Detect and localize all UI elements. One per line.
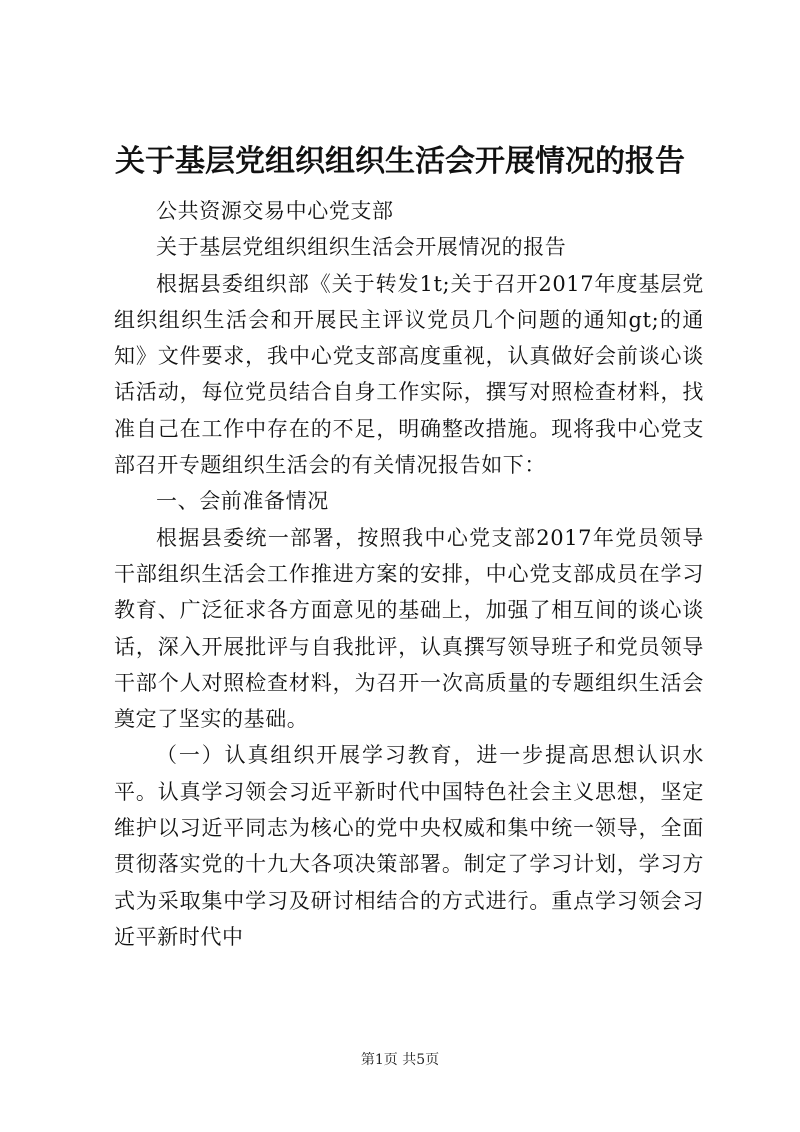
paragraph-organization: 公共资源交易中心党支部 bbox=[156, 199, 394, 223]
paragraph-subtitle: 关于基层党组织组织生活会开展情况的报告 bbox=[156, 235, 567, 260]
section-heading-preparation: 一、会前准备情况 bbox=[156, 489, 329, 514]
document-body bbox=[114, 193, 704, 955]
page-footer: 第1页 共5页 bbox=[360, 1052, 440, 1068]
paragraph-deployment: 根据县委统一部署，按照我中心党支部2017年党员领导干部组织生活会工作推进方案的安排，中心党支部成员在学习教育、广泛征求各方面意见的基础上，加强了相互间的谈心谈话，深入开展批评与自我批评，认真撰写领导班子和党员领导干部个人对照检查材料，为召开一次高质量的专题组织生活会奠定了坚实的基础。 bbox=[114, 525, 704, 732]
paragraph-intro: 根据县委组织部《关于转发1t;关于召开2017年度基层党组织组织生活会和开展民主评议党员几个问题的通知gt;的通知》文件要求，我中心党支部高度重视，认真做好会前谈心谈话活动，每位党员结合自身工作实际，撰写对照检查材料，找准自己在工作中存在的不足，明确整改措施。现将我中心党支部召开专题组织生活会的有关情况报告如下： bbox=[114, 271, 704, 478]
document-title: 关于基层党组织组织生活会开展情况的报告 bbox=[115, 144, 685, 179]
paragraph-study-education: （一）认真组织开展学习教育，进一步提高思想认识水平。认真学习领会习近平新时代中国特色社会主义思想，坚定维护以习近平同志为核心的党中央权威和集中统一领导，全面贯彻落实党的十九大各项决策部署。制定了学习计划，学习方式为采取集中学习及研讨相结合的方式进行。重点学习领会习近平新时代中 bbox=[114, 743, 704, 949]
